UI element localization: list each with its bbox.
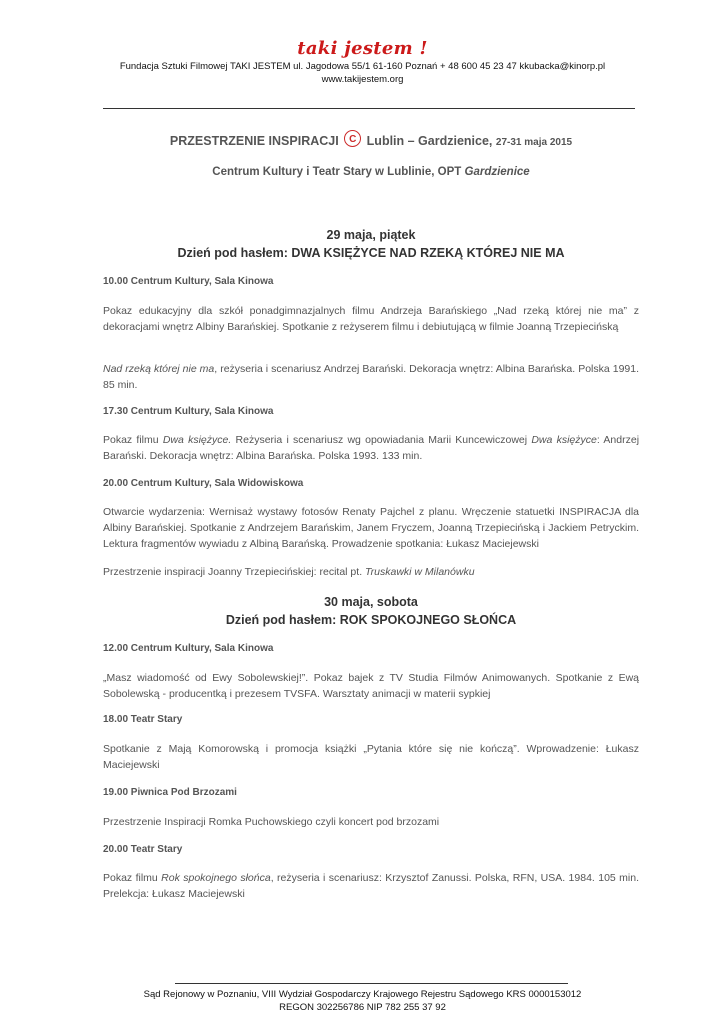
day2-date: 30 maja, sobota — [324, 595, 418, 609]
header-divider — [103, 108, 635, 109]
day2-session4-heading: 20.00 Teatr Stary — [103, 844, 183, 855]
book-title: Dwa księżyce — [531, 434, 597, 446]
day2-session2-description: Spotkanie z Mają Komorowską i promocja książki „Pytania które się nie kończą”. Wprowadzenie: Łukasz Maciejewski — [103, 743, 639, 771]
day2-session3-description: Przestrzenie Inspiracji Romka Puchowskiego czyli koncert pod brzozami — [103, 816, 440, 828]
day2-heading — [103, 593, 639, 629]
credits-text: , reżyseria i scenariusz: Krzysztof Zanussi. Polska, RFN, USA. 1984. 105 min. Prelekcja: Łukasz Maciejewski — [103, 872, 639, 900]
foundation-website[interactable]: www.takijestem.org — [321, 74, 404, 85]
letterhead — [0, 38, 725, 86]
recital-text: Przestrzenie inspiracji Joanny Trzepiecińskiej: recital pt. — [103, 566, 366, 578]
footer-court-info: Sąd Rejonowy w Poznaniu, VIII Wydział Gospodarczy Krajowego Rejestru Sądowego KRS 0000153012 — [143, 989, 582, 1000]
event-venues — [103, 166, 639, 178]
day1-session1-description: Pokaz edukacyjny dla szkół ponadgimnazjalnych filmu Andrzeja Barańskiego „Nad rzeką której nie ma” z dekoracjami wnętrz Albiny Barańskiej. Spotkanie z reżyserem filmu i debiutującą w filmie Joanną Trzepiecińską — [103, 305, 639, 333]
day1-motto: Dzień pod hasłem: DWA KSIĘŻYCE NAD RZEKĄ KTÓREJ NIE MA — [177, 246, 565, 260]
venues-text: Centrum Kultury i Teatr Stary w Lublinie, OPT — [212, 166, 462, 178]
footer-tax-ids: REGON 302256786 NIP 782 255 37 92 — [279, 1002, 446, 1013]
day2-session1-description: „Masz wiadomość od Ewy Sobolewskiej!”. Pokaz bajek z TV Studia Filmów Animowanych. Spotkanie z Ewą Sobolewską - producentką i prezesem TVSFA. Warsztaty animacji w materii sypkiej — [103, 672, 639, 700]
foundation-address: Fundacja Sztuki Filmowej TAKI JESTEM ul. Jagodowa 55/1 61-160 Poznań + 48 600 45 23 47 kkubacka@kinorp.pl — [119, 61, 606, 72]
day1-session2-description — [103, 432, 639, 464]
credits-text-end: : Andrzej Barański. Dekoracja wnętrz: Albina Barańska. Polska 1993. 133 min. — [103, 434, 640, 462]
copyright-stamp-icon: C — [344, 130, 361, 147]
film-title: Nad rzeką której nie ma — [103, 363, 215, 375]
day2-session1-heading: 12.00 Centrum Kultury, Sala Kinowa — [103, 643, 274, 654]
event-dates: 27-31 maja 2015 — [495, 136, 573, 148]
film-title: Dwa księżyce. — [162, 434, 232, 446]
day1-heading — [103, 226, 639, 262]
registry-footer — [0, 988, 725, 1014]
day1-session3-description: Otwarcie wydarzenia: Wernisaż wystawy fotosów Renaty Pajchel z planu. Wręczenie statuetki INSPIRACJA dla Albiny Barańskiej. Spotkanie z Andrzejem Barańskim, Janem Fryczem, Joanną Trzepiecińską i Jackiem Petryckim. Lektura fragmentów wywiadu z Albiną Barańską. Prowadzenie spotkania: Łukasz Maciejewski — [103, 506, 639, 550]
day2-motto: Dzień pod hasłem: ROK SPOKOJNEGO SŁOŃCA — [225, 613, 517, 627]
credits-text: Reżyseria i scenariusz wg opowiadania Marii Kuncewiczowej — [231, 434, 532, 446]
foundation-logo: taki jestem ! — [297, 38, 428, 59]
recital-title: Truskawki w Milanówku — [365, 566, 475, 578]
day1-session3-recital — [103, 564, 639, 580]
film-credits-text: , reżyseria i scenariusz Andrzej Barański. Dekoracja wnętrz: Albina Barańska. Polska 1991. 85 min. — [103, 363, 639, 391]
day2-session2-heading: 18.00 Teatr Stary — [103, 714, 183, 725]
day1-session1-heading: 10.00 Centrum Kultury, Sala Kinowa — [103, 276, 274, 287]
event-title-location: Lublin – Gardzienice, — [366, 133, 493, 148]
film-title: Rok spokojnego słońca — [161, 872, 271, 884]
event-title-main: PRZESTRZENIE INSPIRACJI — [169, 133, 339, 148]
day1-date: 29 maja, piątek — [326, 228, 416, 242]
day2-session4-description — [103, 870, 639, 902]
screening-label: Pokaz filmu — [103, 434, 163, 446]
day2-session3-heading: 19.00 Piwnica Pod Brzozami — [103, 787, 237, 798]
day1-session3-heading: 20.00 Centrum Kultury, Sala Widowiskowa — [103, 478, 304, 489]
venues-italic: Gardzienice — [464, 166, 530, 178]
event-title — [103, 133, 639, 150]
day1-session1-film-credits — [103, 361, 639, 393]
screening-label: Pokaz filmu — [103, 872, 162, 884]
day1-session2-heading: 17.30 Centrum Kultury, Sala Kinowa — [103, 406, 274, 417]
footer-divider — [175, 983, 568, 984]
